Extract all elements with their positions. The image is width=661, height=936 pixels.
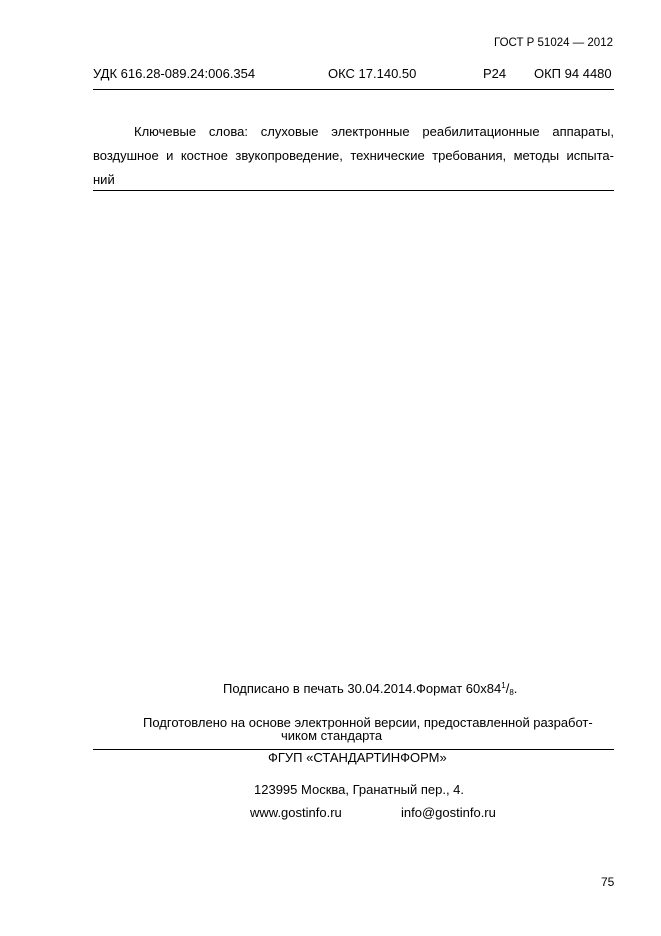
publisher-website-link[interactable]: www.gostinfo.ru xyxy=(250,805,342,820)
prepared-note-line1: Подготовлено на основе электронной версии, предоставленной разработ- xyxy=(143,715,593,730)
signed-text: Подписано в печать 30.04.2014.Формат 60х84 xyxy=(223,681,502,696)
top-divider xyxy=(93,89,614,90)
keywords-paragraph xyxy=(93,120,614,192)
udk-code: УДК 616.28-089.24:006.354 xyxy=(93,66,256,81)
keywords-divider xyxy=(93,190,614,191)
standard-designation: ГОСТ Р 51024 — 2012 xyxy=(494,37,613,49)
signed-for-print xyxy=(223,681,517,697)
okp-code: ОКП 94 4480 xyxy=(534,66,612,81)
keywords-line: ний xyxy=(93,172,115,187)
publisher-name: ФГУП «СТАНДАРТИНФОРМ» xyxy=(268,750,447,765)
publisher-email-link[interactable]: info@gostinfo.ru xyxy=(401,805,496,820)
page-number: 75 xyxy=(601,875,615,889)
publisher-address: 123995 Москва, Гранатный пер., 4. xyxy=(254,782,465,797)
keywords-line: Ключевые слова: слуховые электронные реабилитационные аппараты, xyxy=(134,124,614,139)
group-code: Р24 xyxy=(483,66,507,81)
format-end: . xyxy=(513,681,518,696)
keywords-line: воздушное и костное звукопроведение, технические требования, методы испыта- xyxy=(93,148,614,163)
format-denominator: 8 xyxy=(509,688,514,697)
oks-code: ОКС 17.140.50 xyxy=(328,66,417,81)
format-numerator: 1 xyxy=(501,681,506,690)
format-slash: / xyxy=(505,681,510,696)
prepared-note-line2: чиком стандарта xyxy=(281,728,383,743)
